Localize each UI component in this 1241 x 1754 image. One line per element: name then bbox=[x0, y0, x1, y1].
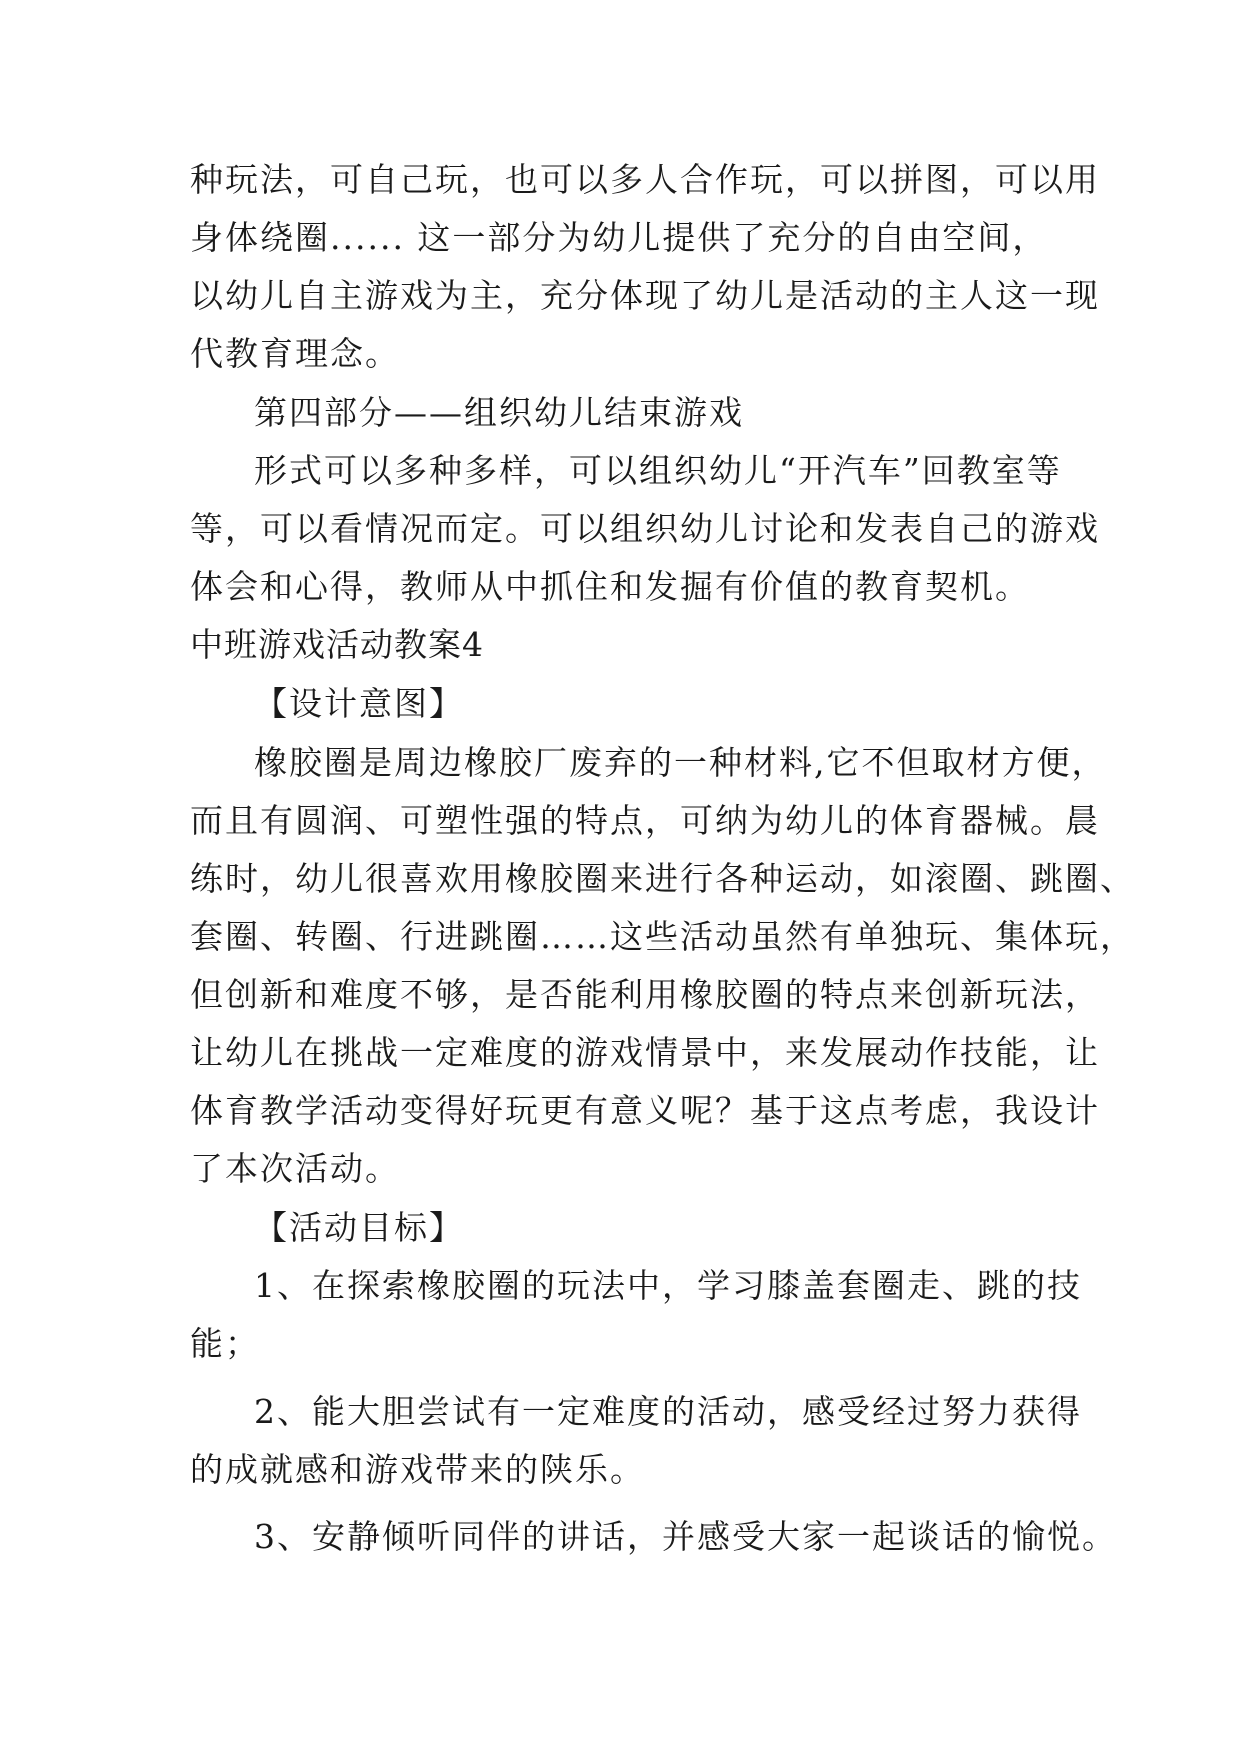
paragraph-line: 代教育理念。 bbox=[190, 334, 400, 373]
section-heading: 【活动目标】 bbox=[254, 1208, 464, 1247]
paragraph-line: 身体绕圈...... 这一部分为幼儿提供了充分的自由空间， bbox=[190, 218, 1048, 257]
paragraph-line: 而且有圆润、可塑性强的特点，可纳为幼儿的体育器械。晨 bbox=[190, 801, 1100, 840]
paragraph-line: 以幼儿自主游戏为主，充分体现了幼儿是活动的主人这一现 bbox=[190, 276, 1100, 315]
objective-line: 1、在探索橡胶圈的玩法中，学习膝盖套圈走、跳的技 bbox=[254, 1266, 1082, 1305]
objective-line: 3、安静倾听同伴的讲话，并感受大家一起谈话的愉悦。 bbox=[254, 1517, 1117, 1556]
lesson-plan-title: 中班游戏活动教案4 bbox=[190, 625, 484, 664]
objective-line: 2、能大胆尝试有一定难度的活动，感受经过努力获得 bbox=[254, 1392, 1082, 1431]
objective-line: 能； bbox=[190, 1324, 260, 1363]
paragraph-line: 体会和心得，教师从中抓住和发掘有价值的教育契机。 bbox=[190, 567, 1030, 606]
paragraph-line: 橡胶圈是周边橡胶厂废弃的一种材料,它不但取材方便， bbox=[254, 743, 1107, 782]
paragraph-line: 了本次活动。 bbox=[190, 1149, 400, 1188]
paragraph-line: 练时，幼儿很喜欢用橡胶圈来进行各种运动，如滚圈、跳圈、 bbox=[190, 859, 1135, 898]
section-heading: 【设计意图】 bbox=[254, 684, 464, 723]
paragraph-line: 套圈、转圈、行进跳圈……这些活动虽然有单独玩、集体玩， bbox=[190, 917, 1135, 956]
objective-line: 的成就感和游戏带来的陕乐。 bbox=[190, 1450, 645, 1489]
paragraph-line: 种玩法，可自己玩，也可以多人合作玩，可以拼图，可以用 bbox=[190, 160, 1100, 199]
paragraph-line: 等，可以看情况而定。可以组织幼儿讨论和发表自己的游戏 bbox=[190, 509, 1100, 548]
paragraph-line: 但创新和难度不够，是否能利用橡胶圈的特点来创新玩法， bbox=[190, 975, 1100, 1014]
paragraph-line: 让幼儿在挑战一定难度的游戏情景中，来发展动作技能，让 bbox=[190, 1033, 1100, 1072]
section-heading: 第四部分——组织幼儿结束游戏 bbox=[254, 393, 744, 432]
paragraph-line: 体育教学活动变得好玩更有意义呢？基于这点考虑，我设计 bbox=[190, 1091, 1100, 1130]
paragraph-line: 形式可以多种多样，可以组织幼儿“开汽车”回教室等 bbox=[254, 451, 1062, 490]
